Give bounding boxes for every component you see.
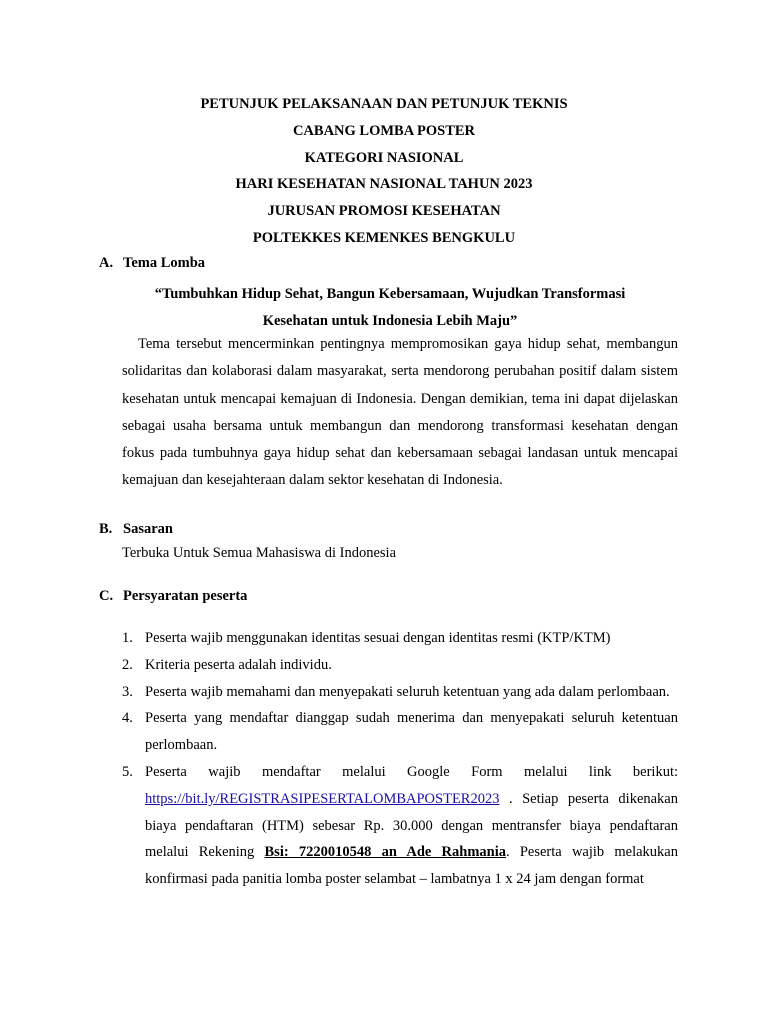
list-item-number: 3. bbox=[122, 683, 133, 700]
header-line-3: KATEGORI NASIONAL bbox=[304, 149, 464, 166]
list-item bbox=[122, 705, 678, 759]
header-line-1: PETUNJUK PELAKSANAAN DAN PETUNJUK TEKNIS bbox=[200, 96, 568, 112]
list-item bbox=[122, 625, 678, 652]
target-audience-text: Terbuka Untuk Semua Mahasiswa di Indonesia bbox=[122, 545, 397, 561]
list-item-text-middle: . Setiap peserta dikenakan biaya pendaftaran (HTM) sebesar Rp. 30.000 dengan mentransfer biaya pendaftaran melalui Rekening bbox=[145, 790, 678, 861]
theme-quote bbox=[130, 281, 650, 334]
list-item-text-after: . Peserta wajib melakukan konfirmasi pada panitia lomba poster selambat – lambatnya 1 x 24 jam dengan format bbox=[145, 844, 678, 888]
list-item bbox=[122, 679, 678, 706]
list-item-text: Peserta yang mendaftar dianggap sudah menerima dan menyepakati seluruh ketentuan perlombaan. bbox=[145, 710, 678, 754]
section-a-title: Tema Lomba bbox=[123, 255, 206, 271]
theme-quote-line-2: Kesehatan untuk Indonesia Lebih Maju” bbox=[262, 312, 518, 329]
list-item-number: 1. bbox=[122, 630, 133, 646]
section-a-letter: A. bbox=[99, 255, 114, 271]
section-b-letter: B. bbox=[99, 521, 113, 537]
header-line-2: CABANG LOMBA POSTER bbox=[292, 122, 476, 139]
registration-link[interactable]: https://bit.ly/REGISTRASIPESERTALOMBAPOSTER2023 bbox=[145, 790, 500, 807]
bank-account-text: Bsi: 7220010548 an Ade Rahmania bbox=[264, 844, 506, 861]
header-line-5: JURUSAN PROMOSI KESEHATAN bbox=[267, 203, 501, 220]
section-b-title: Sasaran bbox=[123, 521, 173, 537]
header-line-4: HARI KESEHATAN NASIONAL TAHUN 2023 bbox=[235, 176, 533, 193]
list-item-text: Peserta wajib memahami dan menyepakati seluruh ketentuan yang ada dalam perlombaan. bbox=[145, 683, 670, 700]
theme-quote-line-1: “Tumbuhkan Hidup Sehat, Bangun Kebersamaan, Wujudkan Transformasi bbox=[154, 286, 626, 302]
section-a-heading bbox=[99, 255, 205, 272]
section-c-title: Persyaratan peserta bbox=[123, 588, 248, 604]
section-c-letter: C. bbox=[99, 588, 114, 604]
document-header bbox=[90, 91, 678, 252]
list-item bbox=[122, 759, 678, 893]
list-item-text-before-link: Peserta wajib mendaftar melalui Google Form melalui link berikut: bbox=[145, 763, 678, 780]
list-item-number: 2. bbox=[122, 656, 133, 673]
theme-paragraph: Tema tersebut mencerminkan pentingnya mempromosikan gaya hidup sehat, membangun solidaritas dan kolaborasi dalam masyarakat, serta mendorong perubahan positif dalam sistem kesehatan untuk mencapai kemajuan di Indonesia. Dengan demikian, tema ini dapat dijelaskan sebagai usaha bersama untuk membangun dan mendorong transformasi kesehatan dengan fokus pada tumbuhnya gaya hidup sehat dan kebersamaan sebagai landasan untuk mencapai kemajuan dan kesejahteraan dalam sektor kesehatan di Indonesia. bbox=[122, 336, 678, 489]
list-item-text: Kriteria peserta adalah individu. bbox=[145, 656, 332, 673]
list-item-text: Peserta wajib menggunakan identitas sesuai dengan identitas resmi (KTP/KTM) bbox=[145, 630, 611, 646]
section-c-heading bbox=[99, 588, 247, 605]
list-item-number: 4. bbox=[122, 710, 133, 727]
list-item-number: 5. bbox=[122, 763, 133, 780]
requirements-list bbox=[122, 625, 678, 893]
section-b-heading bbox=[99, 521, 173, 538]
list-item bbox=[122, 652, 678, 679]
header-line-6: POLTEKKES KEMENKES BENGKULU bbox=[252, 229, 516, 246]
